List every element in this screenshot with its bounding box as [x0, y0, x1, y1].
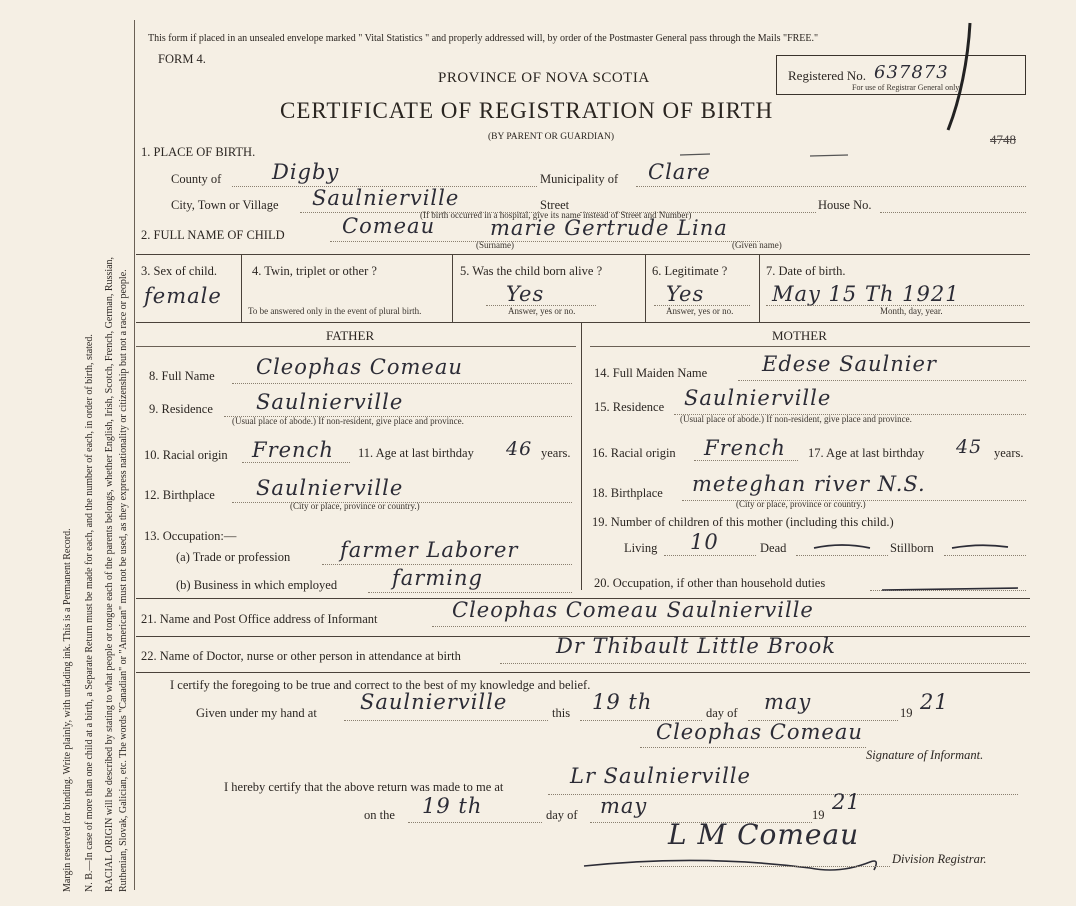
mother-age-value: 45	[956, 436, 983, 458]
this-label: this	[552, 706, 571, 720]
mother-racial-label: 16. Racial origin	[592, 446, 676, 460]
registrar-label: Division Registrar.	[892, 852, 987, 866]
registrar-signature: L M Comeau	[668, 818, 860, 851]
dash-marks	[680, 150, 850, 160]
mother-age-label: 17. Age at last birthday	[808, 446, 925, 460]
registered-number: 637873	[874, 62, 949, 83]
father-business-value: farming	[392, 566, 483, 590]
mother-age-unit: years.	[994, 446, 1024, 460]
sex-value: female	[144, 284, 222, 308]
subtitle: (BY PARENT OR GUARDIAN)	[488, 132, 615, 142]
father-business-line	[368, 592, 572, 593]
twin-note: To be answered only in the event of plural birth.	[248, 306, 422, 316]
day-of-label: day of	[706, 706, 738, 720]
mother-heading-rule	[590, 346, 1030, 347]
place-of-birth-label: 1. PLACE OF BIRTH.	[141, 145, 256, 159]
year-value-2: 21	[832, 790, 861, 814]
page-title: CERTIFICATE OF REGISTRATION OF BIRTH	[280, 98, 774, 123]
father-residence-label: 9. Residence	[149, 402, 213, 416]
mother-birthplace-value: meteghan river N.S.	[692, 472, 926, 496]
signature-label: Signature of Informant.	[866, 748, 984, 762]
row-divider-bottom	[136, 322, 1030, 323]
margin-note-1: Margin reserved for binding. Write plainly, with unfading ink. This is a Permanent Record.	[62, 528, 73, 892]
dead-line	[796, 555, 888, 556]
doctor-line	[500, 663, 1026, 664]
on-the-value: 19 th	[422, 794, 483, 818]
registered-label: Registered No.	[788, 68, 866, 83]
doctor-rule	[136, 672, 1030, 673]
mother-heading: MOTHER	[772, 328, 827, 343]
row-divider-top	[136, 254, 1030, 255]
living-line	[664, 555, 756, 556]
on-the-label: on the	[364, 808, 395, 822]
registrar-use-note: For use of Registrar General only	[852, 83, 960, 92]
living-value: 10	[690, 530, 719, 554]
certify-statement: I certify the foregoing to be true and correct to the best of my knowledge and belief.	[170, 678, 591, 692]
struck-number: 4748	[990, 132, 1016, 147]
on-the-line	[408, 822, 542, 823]
pen-stroke-mark	[938, 20, 978, 135]
margin-note-4: Ruthenian, Slovak, Galician, etc. The words "Canadian" or "American" must not be used, as they express nationality or citizenship but not a race or people.	[118, 269, 129, 892]
legit-value: Yes	[666, 282, 705, 306]
county-label: County of	[171, 172, 222, 186]
municipality-line	[636, 186, 1026, 187]
child-name-line	[330, 241, 760, 242]
father-heading-rule	[136, 346, 576, 347]
registrar-place: Lr Saulnierville	[570, 764, 751, 788]
col-divider-4	[759, 254, 760, 322]
date-note: Month, day, year.	[880, 306, 943, 316]
father-name-label: 8. Full Name	[149, 369, 215, 383]
father-trade-line	[322, 564, 572, 565]
father-birthplace-value: Saulnierville	[256, 476, 404, 500]
street-label: Street	[540, 198, 570, 212]
municipality-label: Municipality of	[540, 172, 619, 186]
informant-signature: Cleophas Comeau	[656, 720, 863, 744]
father-birthplace-label: 12. Birthplace	[144, 488, 215, 502]
doctor-value: Dr Thibault Little Brook	[556, 634, 836, 658]
father-residence-value: Saulnierville	[256, 390, 404, 414]
mother-name-line	[738, 380, 1026, 381]
house-label: House No.	[818, 198, 872, 212]
occupation-dash	[880, 578, 1020, 594]
date-label: 7. Date of birth.	[766, 264, 846, 278]
this-value: 19 th	[592, 690, 653, 714]
county-value: Digby	[272, 160, 340, 184]
municipality-value: Clare	[648, 160, 711, 184]
informant-value: Cleophas Comeau Saulnierville	[452, 598, 814, 622]
form-number: FORM 4.	[158, 52, 206, 66]
signature-flourish	[580, 844, 900, 884]
father-age-value: 46	[506, 438, 533, 460]
mother-racial-line	[694, 460, 798, 461]
given-label: Given under my hand at	[196, 706, 317, 720]
col-divider-2	[452, 254, 453, 322]
dead-label: Dead	[760, 541, 787, 555]
alive-label: 5. Was the child born alive ?	[460, 264, 603, 278]
father-age-unit: years.	[541, 446, 571, 460]
year-value: 21	[920, 690, 949, 714]
dead-dash	[812, 540, 872, 554]
month-value-2: may	[600, 794, 648, 818]
registrar-statement: I hereby certify that the above return was made to me at	[224, 780, 504, 794]
year-prefix-2: 19	[812, 808, 825, 822]
informant-line	[432, 626, 1026, 627]
mother-residence-note: (Usual place of abode.) If non-resident, give place and province.	[680, 414, 912, 424]
postal-notice: This form if placed in an unsealed envelope marked " Vital Statistics " and properly addressed will, by order of the Postmaster General pass through the Mails "FREE."	[148, 33, 819, 44]
father-business-label: (b) Business in which employed	[176, 578, 338, 592]
hospital-note: (If birth occurred in a hospital, give its name instead of Street and Number)	[420, 210, 692, 220]
col-divider-1	[241, 254, 242, 322]
father-racial-label: 10. Racial origin	[144, 448, 228, 462]
father-residence-note: (Usual place of abode.) If non-resident, give place and province.	[232, 416, 464, 426]
margin-line	[134, 20, 135, 890]
month-value: may	[764, 690, 812, 714]
mother-occupation-label: 20. Occupation, if other than household duties	[594, 576, 826, 590]
given-place-line	[344, 720, 548, 721]
legit-note: Answer, yes or no.	[666, 306, 734, 316]
mother-birthplace-note: (City or place, province or country.)	[736, 499, 866, 509]
registrar-line	[640, 866, 890, 867]
father-age-label: 11. Age at last birthday	[358, 446, 474, 460]
date-value: May 15 Th 1921	[772, 282, 960, 306]
alive-value: Yes	[506, 282, 545, 306]
father-trade-label: (a) Trade or profession	[176, 550, 291, 564]
city-label: City, Town or Village	[171, 198, 279, 212]
margin-note-3: RACIAL ORIGIN will be described by stating to what people or tongue each of the parents belongs, whether English, Irish, Scotch, French, German, Russian,	[104, 256, 115, 892]
twin-label: 4. Twin, triplet or other ?	[252, 264, 377, 278]
father-name-value: Cleophas Comeau	[256, 355, 463, 379]
alive-note: Answer, yes or no.	[508, 306, 576, 316]
stillborn-dash	[950, 540, 1010, 554]
day-of-label-2: day of	[546, 808, 578, 822]
legit-label: 6. Legitimate ?	[652, 264, 728, 278]
doctor-label: 22. Name of Doctor, nurse or other person in attendance at birth	[141, 649, 461, 663]
informant-label: 21. Name and Post Office address of Informant	[141, 612, 378, 626]
city-value: Saulnierville	[312, 186, 460, 210]
child-name-label: 2. FULL NAME OF CHILD	[141, 228, 285, 242]
signature-line	[640, 747, 866, 748]
surname-note: (Surname)	[476, 240, 514, 250]
father-trade-value: farmer Laborer	[340, 538, 519, 562]
col-divider-3	[645, 254, 646, 322]
father-birthplace-note: (City or place, province or country.)	[290, 501, 420, 511]
child-surname: Comeau	[342, 214, 436, 238]
father-occupation-label: 13. Occupation:—	[144, 529, 237, 543]
sex-label: 3. Sex of child.	[141, 264, 218, 278]
stillborn-label: Stillborn	[890, 541, 934, 555]
father-heading: FATHER	[326, 328, 375, 343]
living-label: Living	[624, 541, 658, 555]
given-note: (Given name)	[732, 240, 782, 250]
year-prefix: 19	[900, 706, 913, 720]
stillborn-line	[944, 555, 1026, 556]
mother-birthplace-label: 18. Birthplace	[592, 486, 663, 500]
child-given-name: marie Gertrude Lina	[490, 216, 728, 240]
father-name-line	[232, 383, 572, 384]
mother-residence-label: 15. Residence	[594, 400, 665, 414]
children-label: 19. Number of children of this mother (including this child.)	[592, 515, 894, 529]
parents-divider	[581, 322, 582, 590]
given-place: Saulnierville	[360, 690, 508, 714]
father-racial-line	[242, 462, 350, 463]
province-title: PROVINCE OF NOVA SCOTIA	[438, 70, 650, 86]
mother-name-label: 14. Full Maiden Name	[594, 366, 708, 380]
father-racial-value: French	[252, 438, 334, 462]
mother-racial-value: French	[704, 436, 786, 460]
mother-residence-value: Saulnierville	[684, 386, 832, 410]
house-line	[880, 212, 1026, 213]
margin-note-2: N. B.—In case of more than one child at a birth, a Separate Return must be made for each, and the number of each, in order of birth, stated.	[84, 334, 95, 892]
mother-name-value: Edese Saulnier	[762, 352, 937, 376]
